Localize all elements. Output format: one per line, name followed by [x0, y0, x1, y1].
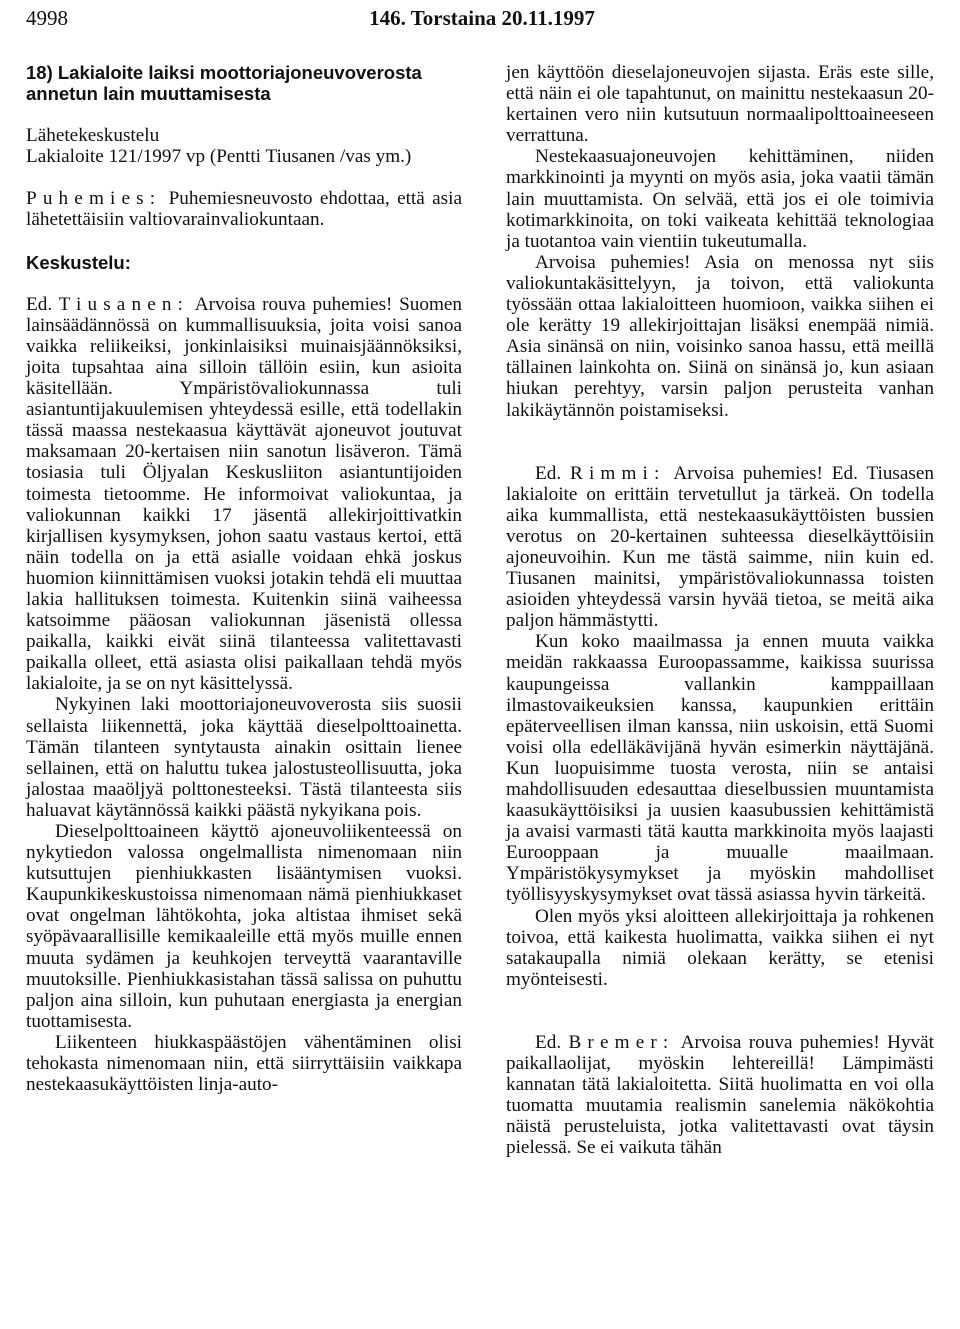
speech-1-paragraph-3: Dieselpolttoaineen käyttö ajoneuvoliikenteessä on nykytiedon valossa ongelmallista nimenomaan niin kutsuttujen pienhiukkasten lisääntymisen vuoksi. Kaupunkikeskustoissa nimenomaan nämä pienhiukkaset ovat ongelman lähtökohta, joka altistaa ihmiset sekä syöpävaarallisille kemikaaleille että myös muille ennen muuta sydämen ja keuhkojen terveyttä vaarantaville muutoksille. Pienhiukkasistahan tässä salissa on puhuttu paljon aina silloin, kun puhutaan energiasta ja energian tuottamisesta. — [26, 821, 462, 1032]
speech-2-text: Arvoisa puhemies! Ed. Tiusasen lakialoite on erittäin tervetullut ja tärkeä. On todella aika kummallista, että nestekaasukäyttöisten bussien verotus on 20-kertainen suhteessa dieselkäyttöisiin ajoneuvoihin. Kun me tästä saimme, niin kuin ed. Tiusanen mainitsi, ympäristövaliokunnassa toisten asioiden yhteydessä varsin hyvää tietoa, se meitä aika paljon hämmästytti. — [506, 462, 934, 632]
speech-1-paragraph-2: Nykyinen laki moottoriajoneuvoverosta siis suosii sellaista liikennettä, joka käyttää dieselpolttoainetta. Tämän tilanteen syntytausta ainakin osittain lienee sellainen, että on haluttu tukea jalostusteollisuutta, joka jalostaa maaöljyä polttonesteeksi. Tästä tilanteesta siis haluavat käytännössä kaikki päästä nykyikana pois. — [26, 694, 462, 821]
speech-1-speaker: Tiusanen: — [58, 293, 190, 315]
right-column — [506, 62, 934, 1159]
chair-statement — [26, 188, 462, 230]
speech-1-prefix: Ed. — [26, 293, 59, 315]
speech-3-text: Arvoisa rouva puhemies! Hyvät paikallaolijat, myöskin lehtereillä! Lämpimästi kannatan tätä lakialoitetta. Siitä huolimatta en voi olla tuomatta muutamia realismin sanelemia näkökohtia näistä perusteluista, jotka valitettavasti ovat täysin pielessä. Se ei vaikuta tähän — [506, 1031, 934, 1159]
left-column — [26, 62, 462, 1095]
session-title: 146. Torstaina 20.11.1997 — [369, 6, 595, 30]
page-header — [26, 6, 938, 34]
item-heading: 18) Lakialoite laiksi moottoriajoneuvoverosta annetun lain muuttamisesta — [26, 62, 422, 105]
speech-1-paragraph-5: Nestekaasuajoneuvojen kehittäminen, niiden markkinointi ja myynti on myös asia, joka vaatii tämän lain muuttamista. On selvää, että jos ei ole toimivia kotimarkkinoita, on toki vaikeata kehittää teknologiaa ja tuotantoa vain vientiin tukeutumalla. — [506, 146, 934, 252]
speech-1-continuation: jen käyttöön dieselajoneuvojen sijasta. Eräs este sille, että näin ei ole tapahtunut, on mainittu nestekaasun 20-kertainen vero niin kutsutuun normaalipolttoaineeseen verrattuna. — [506, 62, 934, 147]
speech-1-text: Arvoisa rouva puhemies! Suomen lainsäädännössä on kummallisuuksia, joita voisi sanoa vaikka reliikeiksi, jonkinlaisiksi muinaisjäännöksiksi, joita tupsahtaa aina silloin tällöin esiin, kun asioita käsitellään. Ympäristövaliokunnassa tuli asiantuntijakuulemisen yhteydessä esille, että todellakin tässä maassa nestekaasua käyttävät ajoneuvot joutuvat maksamaan 20-kertaisen niin sanotun lisäveron. Tämä tosiasia tuli Öljyalan Keskusliiton asiantuntijoiden toimesta tietoomme. He informoivat valiokuntaa, ja valiokunnan kaikki 17 jäsentä allekirjoittivatkin kirjallisen kysymyksen, johon saatu vastaus kertoi, että näin todella on ja että asialle voidaan ehkä joskus huomion kiinnittämisen vuoksi jotakin tehdä eli muuttaa lakia hallituksen toimesta. Kuitenkin siinä vaiheessa katsoimme pääosan valiokunnan jäsenistä ollessa paikalla, kaikki eivät siinä tilanteessa valitettavasti paikalla olleet, että asiasta olisi paikallaan tehdä myös lakialoite, ja se on nyt käsittelyssä. — [26, 293, 462, 695]
speech-2-paragraph — [506, 463, 934, 632]
meta-line-1: Lähetekeskustelu — [26, 125, 160, 147]
chair-text: Puhemiesneuvosto ehdottaa, että asia lähetettäisiin valtiovarainvaliokuntaan. — [26, 188, 462, 231]
speech-2-prefix: Ed. — [535, 462, 570, 484]
chair-speaker: Puhemies: — [26, 188, 162, 210]
speech-2-speaker: Rimmi: — [570, 462, 666, 484]
speech-2-paragraph-3: Olen myös yksi aloitteen allekirjoittaja ja rohkenen toivoa, että kaikesta huolimatta, vaikka siihen ei nyt satakaupalla nimiä olekaan kerätty, se etenisi myönteisesti. — [506, 905, 934, 990]
meta-line-2: Lakialoite 121/1997 vp (Pentti Tiusanen /vas ym.) — [26, 146, 412, 168]
page-number: 4998 — [26, 6, 68, 30]
speech-2-paragraph-2: Kun koko maailmassa ja ennen muuta vaikka meidän rakkaassa Euroopassamme, kaikissa suurissa kaupungeissa vallankin kamppaillaan ilmastovaikeuksien kanssa, kaupunkien erittäin epäterveellisen ilman kanssa, niin uskoisin, että Suomi voisi olla edelläkävijänä hyvän esimerkin näyttäjänä. Kun luopuisimme tuosta verosta, niin se antaisi mahdollisuuden edesauttaa dieselbussien muuntamista kaasukäyttöisiksi ja uusien kaasubussien kehittämistä ja avaisi varmasti tätä kautta markkinoita myös laajasti Eurooppaan ja muualle maailmaan. Ympäristökysymykset ja myöskin mahdolliset työllisyyskysymykset ovat tässä asiassa hyvin tärkeitä. — [506, 631, 934, 906]
speech-1-paragraph-6: Arvoisa puhemies! Asia on menossa nyt siis valiokuntakäsittelyyn, ja toivon, että valiokunta työssään ottaa lakialoitteen huomioon, vaikka siihen ei ole kerätty 19 allekirjoittajan lisäksi enempää nimiä. Asia sinänsä on niin, voisinko sanoa hassu, että meillä tällainen lainkohta on. Siinä on sinänsä jo, kun asiaan hiukan perehtyy, varsin paljon perusteita vanhan lakikäytännön poistamiseksi. — [506, 251, 934, 421]
speech-1-paragraph — [26, 294, 462, 695]
speech-3-speaker: Bremer: — [568, 1031, 675, 1053]
speech-3-prefix: Ed. — [535, 1031, 569, 1053]
discussion-heading: Keskustelu: — [26, 251, 131, 273]
speech-1-paragraph-4: Liikenteen hiukkaspäästöjen vähentäminen olisi tehokasta nimenomaan niin, että siirryttäisiin vaikkapa nestekaasukäyttöisten linja-auto- — [26, 1031, 462, 1096]
speech-3-paragraph — [506, 1032, 934, 1159]
